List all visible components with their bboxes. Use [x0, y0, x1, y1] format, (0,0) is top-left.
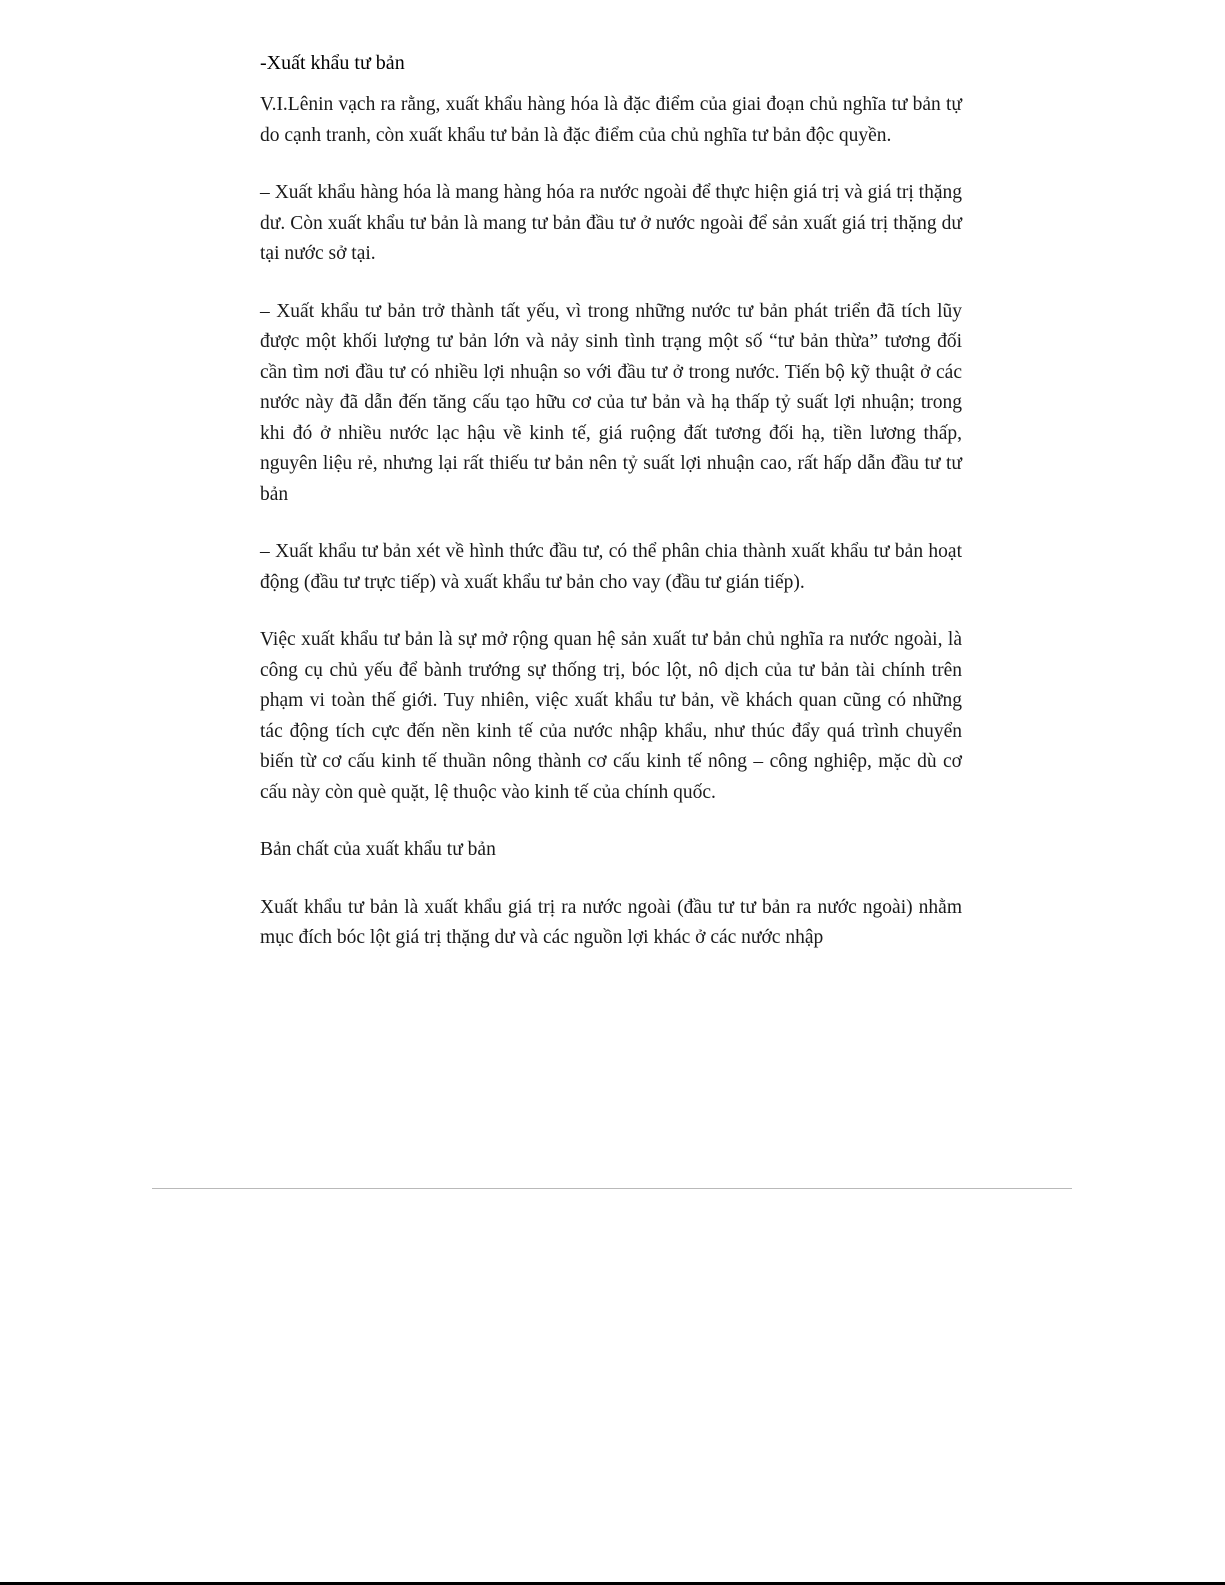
paragraph-consequences: Việc xuất khẩu tư bản là sự mở rộng quan hệ sản xuất tư bản chủ nghĩa ra nước ngoài, là công cụ chủ yếu để bành trướng sự thống trị, bóc lột, nô dịch của tư bản tài chính trên phạm vi toàn thế giới. Tuy nhiên, việc xuất khẩu tư bản, về khách quan cũng có những tác động tích cực đến nền kinh tế của nước nhập khẩu, như thúc đẩy quá trình chuyển biến từ cơ cấu kinh tế thuần nông thành cơ cấu kinh tế nông – công nghiệp, mặc dù cơ cấu này còn què quặt, lệ thuộc vào kinh tế của chính quốc.: [260, 629, 962, 803]
document-page: [260, 48, 962, 954]
paragraph-lenin: V.I.Lênin vạch ra rằng, xuất khẩu hàng hóa là đặc điểm của giai đoạn chủ nghĩa tư bản tự do cạnh tranh, còn xuất khẩu tư bản là đặc điểm của chủ nghĩa tư bản độc quyền.: [260, 94, 962, 146]
page-divider: [152, 1188, 1072, 1189]
subheading-nature: Bản chất của xuất khẩu tư bản: [260, 839, 496, 860]
paragraph-forms: – Xuất khẩu tư bản xét về hình thức đầu tư, có thể phân chia thành xuất khẩu tư bản hoạt động (đầu tư trực tiếp) và xuất khẩu tư bản cho vay (đầu tư gián tiếp).: [260, 541, 962, 593]
paragraph-necessity: – Xuất khẩu tư bản trở thành tất yếu, vì trong những nước tư bản phát triển đã tích lũy được một khối lượng tư bản lớn và nảy sinh tình trạng một số “tư bản thừa” tương đối cần tìm nơi đầu tư có nhiều lợi nhuận so với đầu tư ở trong nước. Tiến bộ kỹ thuật ở các nước này đã dẫn đến tăng cấu tạo hữu cơ của tư bản và hạ thấp tỷ suất lợi nhuận; trong khi đó ở nhiều nước lạc hậu về kinh tế, giá ruộng đất tương đối hạ, tiền lương thấp, nguyên liệu rẻ, nhưng lại rất thiếu tư bản nên tỷ suất lợi nhuận cao, rất hấp dẫn đầu tư tư bản: [260, 300, 962, 505]
paragraph-nature: Xuất khẩu tư bản là xuất khẩu giá trị ra nước ngoài (đầu tư tư bản ra nước ngoài) nhằm mục đích bóc lột giá trị thặng dư và các nguồn lợi khác ở các nước nhập: [260, 896, 962, 948]
section-heading: -Xuất khẩu tư bản: [260, 52, 405, 74]
paragraph-commodity-export: – Xuất khẩu hàng hóa là mang hàng hóa ra nước ngoài để thực hiện giá trị và giá trị thặng dư. Còn xuất khẩu tư bản là mang tư bản đầu tư ở nước ngoài để sản xuất giá trị thặng dư tại nước sở tại.: [260, 182, 962, 264]
